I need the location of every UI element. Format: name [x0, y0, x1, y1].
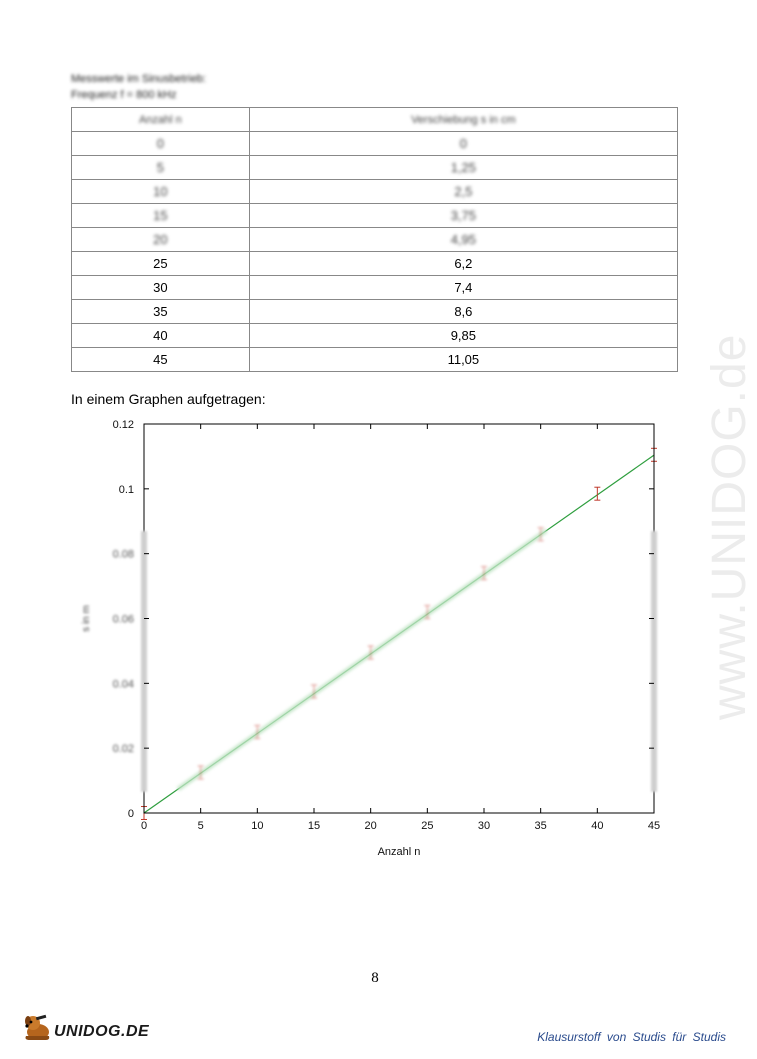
cell-s: 2,5 — [249, 180, 677, 204]
graph-heading: In einem Graphen aufgetragen: — [71, 391, 266, 407]
page-number: 8 — [371, 970, 379, 986]
intro-text — [71, 71, 206, 103]
chart-axes — [141, 424, 657, 813]
cell-s: 8,6 — [249, 300, 677, 324]
cell-n: 45 — [72, 348, 250, 372]
footer-slogan: Klausurstoff von Studis für Studis — [537, 1030, 726, 1044]
y-tick-label: 0.04 — [112, 678, 134, 691]
cell-n: 0 — [72, 132, 250, 156]
plot-frame — [144, 424, 654, 813]
logo-text: UNIDOG.DE — [54, 1023, 150, 1040]
cell-s: 1,25 — [249, 156, 677, 180]
cell-s: 11,05 — [249, 348, 677, 372]
measurement-table — [71, 107, 678, 372]
x-tick-label: 30 — [477, 820, 491, 832]
table-row — [72, 276, 678, 300]
cell-s: 3,75 — [249, 204, 677, 228]
column-header-s: Verschiebung s in cm — [249, 108, 677, 132]
table-row — [72, 300, 678, 324]
y-axis-label: s in m — [81, 605, 92, 632]
table-row — [72, 324, 678, 348]
cell-s: 6,2 — [249, 252, 677, 276]
scan-artifact-right — [651, 531, 657, 792]
intro-line-1: Messwerte im Sinusbetrieb: — [71, 73, 207, 85]
fit-line-blur — [178, 531, 546, 789]
cell-n: 35 — [72, 300, 250, 324]
table-row — [72, 252, 678, 276]
scan-artifact-left — [141, 531, 147, 792]
x-tick-label: 35 — [534, 820, 547, 832]
cell-n: 25 — [72, 252, 250, 276]
x-tick-label: 15 — [307, 820, 321, 832]
table-row — [72, 228, 678, 252]
intro-line-2: Frequenz f = 800 kHz — [71, 89, 177, 101]
cell-s: 0 — [249, 132, 677, 156]
cell-n: 10 — [72, 180, 250, 204]
cell-n: 20 — [72, 228, 250, 252]
x-tick-label: 10 — [251, 820, 264, 832]
x-tick-label: 40 — [591, 820, 604, 832]
cell-n: 30 — [72, 276, 250, 300]
dog-mascot-icon — [22, 1012, 52, 1042]
footer-logo[interactable] — [22, 1012, 149, 1042]
cell-s: 7,4 — [249, 276, 677, 300]
y-tick-label: 0.06 — [112, 613, 134, 626]
cell-n: 15 — [72, 204, 250, 228]
x-tick-label: 45 — [647, 820, 661, 832]
cell-s: 9,85 — [249, 324, 677, 348]
table-row — [72, 180, 678, 204]
column-header-n: Anzahl n — [72, 108, 250, 132]
cell-n: 40 — [72, 324, 250, 348]
chart-ticks — [113, 419, 661, 832]
table-row — [72, 204, 678, 228]
watermark: www.UNIDOG.de — [703, 333, 756, 720]
x-tick-label: 20 — [364, 820, 377, 832]
table-header-row — [72, 108, 678, 132]
x-axis-label: Anzahl n — [377, 846, 421, 858]
cell-n: 5 — [72, 156, 250, 180]
y-tick-label: 0.02 — [112, 743, 134, 756]
displacement-chart — [80, 414, 680, 864]
x-tick-label: 5 — [197, 820, 204, 832]
table-row — [72, 156, 678, 180]
table-row — [72, 132, 678, 156]
table-row — [72, 348, 678, 372]
y-tick-label: 0 — [127, 808, 134, 820]
cell-s: 4,95 — [249, 228, 677, 252]
chart-fit-line — [144, 455, 654, 813]
y-tick-label: 0.08 — [112, 548, 134, 561]
x-tick-label: 0 — [140, 820, 148, 832]
y-tick-label: 0.1 — [118, 483, 134, 496]
x-tick-label: 25 — [421, 820, 434, 832]
y-tick-label: 0.12 — [112, 419, 134, 431]
